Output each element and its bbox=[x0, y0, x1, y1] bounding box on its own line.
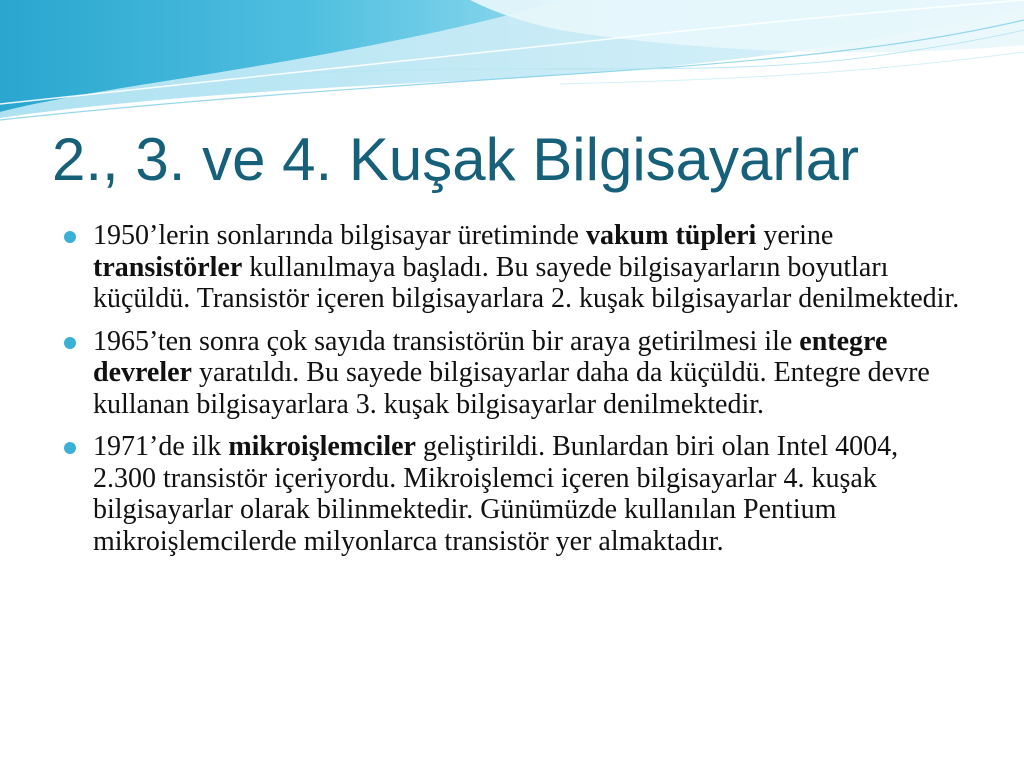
bullet-item-2 bbox=[64, 326, 964, 421]
bullet-3-text-2: geliştirildi. Bunlardan biri olan Intel 4004, 2.300 transistör içeriyordu. Mikroişlemci içeren bilgisayarlar 4. kuşak bilgisayarlar olarak bilinmektedir. Günümüzde kullanılan Pentium mikroişlemcilerde milyonlarca transistör yer almaktadır. bbox=[93, 431, 899, 557]
bullet-2-term-entegre: entegre devreler bbox=[93, 325, 888, 388]
bullet-list bbox=[64, 220, 964, 568]
bullet-dot-icon bbox=[64, 231, 76, 243]
bullet-1-term-transistor: transistörler bbox=[93, 251, 243, 283]
bullet-item-3 bbox=[64, 431, 964, 557]
slide-title: 2., 3. ve 4. Kuşak Bilgisayarlar bbox=[52, 126, 860, 193]
bullet-item-1 bbox=[64, 220, 964, 315]
bullet-2-text-2: yaratıldı. Bu sayede bilgisayarlar daha da küçüldü. Entegre devre kullanan bilgisayarlara 3. kuşak bilgisayarlar denilmektedir. bbox=[93, 357, 930, 420]
bullet-2-text: 1965’ten sonra çok sayıda transistörün bir araya getirilmesi ile bbox=[93, 325, 800, 357]
bullet-3-text: 1971’de ilk bbox=[93, 431, 229, 462]
bullet-dot-icon bbox=[64, 337, 76, 349]
bullet-dot-icon bbox=[64, 442, 76, 454]
bullet-1-term-vakum: vakum tüpleri bbox=[585, 220, 757, 251]
bullet-1-text-3: kullanılmaya başladı. Bu sayede bilgisayarların boyutları küçüldü. Transistör içeren bilgisayarlara 2. kuşak bilgisayarlar denilmektedir. bbox=[93, 251, 960, 314]
decorative-wave-header bbox=[0, 0, 1024, 130]
bullet-3-term-mikroislemci: mikroişlemciler bbox=[228, 431, 416, 462]
bullet-1-text: 1950’lerin sonlarında bilgisayar üretiminde bbox=[93, 220, 586, 251]
bullet-1-text-2: yerine bbox=[756, 220, 834, 251]
